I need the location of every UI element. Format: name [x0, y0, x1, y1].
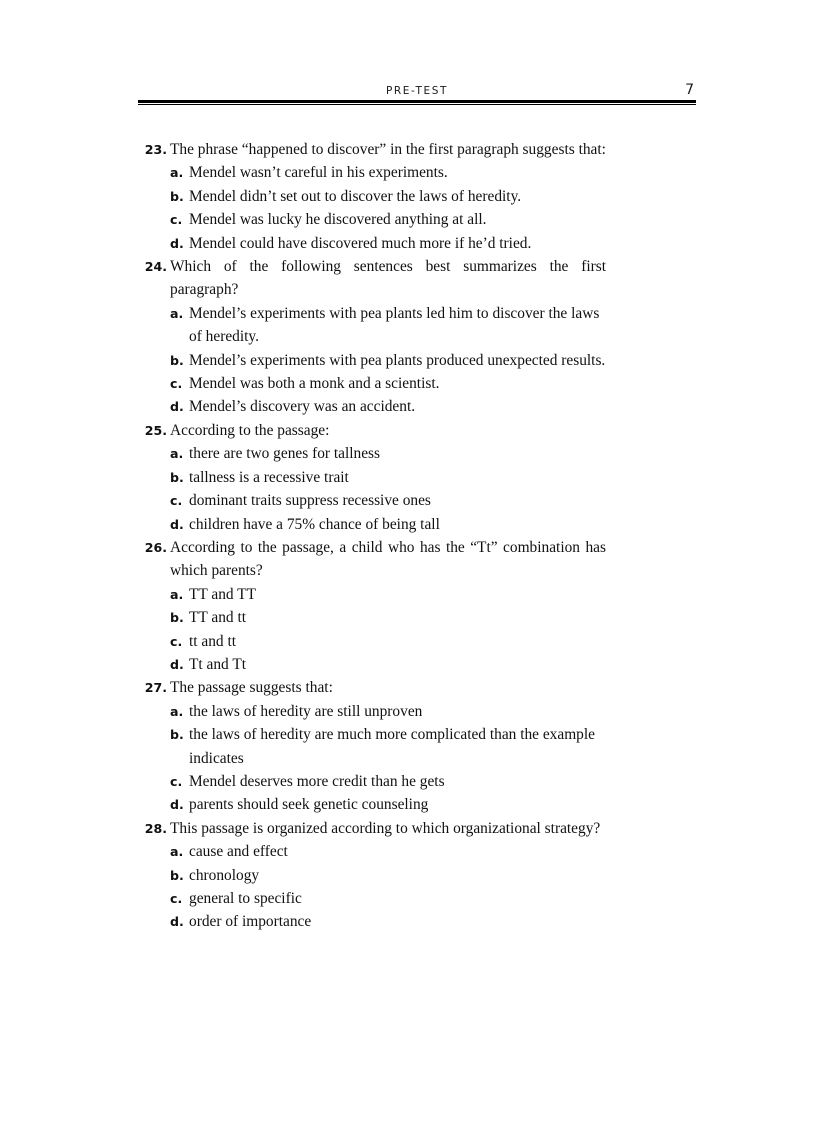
option-text: Mendel wasn’t careful in his experiments.: [189, 164, 448, 182]
option-letter: b.: [170, 727, 184, 743]
option-letter: a.: [170, 446, 184, 462]
option-text: Mendel’s discovery was an accident.: [189, 398, 416, 416]
question-text: According to the passage, a child who has the “Tt” combination has which parents?: [170, 538, 606, 580]
option-text: order of importance: [189, 913, 312, 931]
option-letter: d.: [170, 399, 184, 415]
answer-options: [170, 302, 606, 419]
question-24: [136, 255, 606, 419]
header-rule-thin: [138, 104, 696, 105]
answer-option: [170, 372, 606, 395]
option-text: the laws of heredity are still unproven: [189, 702, 423, 720]
answer-options: [170, 583, 606, 677]
question-number: 23.: [144, 142, 167, 157]
header-rule: [138, 100, 696, 103]
option-text: there are two genes for tallness: [189, 445, 381, 463]
option-letter: c.: [170, 376, 183, 392]
option-letter: c.: [170, 891, 183, 906]
answer-options: [170, 840, 606, 934]
answer-option: [170, 349, 606, 372]
option-letter: d.: [170, 656, 184, 672]
option-text: Mendel’s experiments with pea plants led him to discover the laws of heredity.: [189, 304, 600, 346]
answer-options: [170, 442, 606, 536]
option-letter: b.: [170, 188, 184, 204]
question-27: [136, 676, 606, 816]
option-text: Tt and Tt: [189, 655, 246, 673]
option-letter: c.: [170, 493, 183, 509]
answer-option: [170, 208, 606, 231]
answer-option: [170, 630, 606, 653]
option-text: parents should seek genetic counseling: [189, 796, 429, 814]
option-text: Mendel was lucky he discovered anything at all.: [189, 211, 487, 229]
option-text: Mendel was both a monk and a scientist.: [189, 375, 440, 393]
answer-option: [170, 606, 606, 629]
option-text: TT and TT: [189, 585, 256, 603]
question-28: [136, 817, 606, 934]
question-number: 25.: [144, 422, 167, 438]
answer-option: [170, 466, 606, 489]
option-letter: c.: [170, 633, 183, 649]
answer-option: [170, 395, 606, 418]
question-26: [136, 536, 606, 676]
answer-option: [170, 302, 606, 349]
option-letter: d.: [170, 516, 184, 532]
answer-option: [170, 840, 606, 863]
option-text: tallness is a recessive trait: [189, 468, 349, 486]
option-text: general to specific: [189, 890, 302, 907]
page-number: 7: [685, 82, 694, 98]
answer-option: [170, 723, 606, 770]
answer-option: [170, 887, 606, 910]
page-header: [138, 82, 696, 106]
question-number: 28.: [144, 820, 167, 836]
option-letter: a.: [170, 703, 184, 719]
question-text: According to the passage:: [170, 421, 330, 439]
option-letter: d.: [170, 235, 184, 251]
option-letter: a.: [170, 165, 184, 181]
option-letter: b.: [170, 469, 184, 485]
option-text: Mendel could have discovered much more if he’d tried.: [189, 234, 532, 252]
answer-options: [170, 700, 606, 817]
answer-options: [170, 161, 606, 255]
option-text: cause and effect: [189, 843, 288, 861]
option-letter: c.: [170, 212, 183, 228]
answer-option: [170, 489, 606, 512]
question-number: 24.: [144, 259, 167, 275]
option-text: children have a 75% chance of being tall: [189, 515, 440, 533]
question-23: [136, 138, 606, 255]
option-text: Mendel didn’t set out to discover the laws of heredity.: [189, 187, 522, 205]
question-number: 27.: [144, 680, 167, 696]
option-text: Mendel deserves more credit than he gets: [189, 772, 445, 790]
option-letter: a.: [170, 305, 184, 321]
option-letter: c.: [170, 773, 183, 789]
question-text: The passage suggests that:: [170, 679, 333, 697]
answer-option: [170, 700, 606, 723]
option-letter: b.: [170, 610, 184, 626]
option-text: dominant traits suppress recessive ones: [189, 492, 431, 510]
question-number: 26.: [144, 539, 167, 555]
answer-option: [170, 232, 606, 255]
question-text: Which of the following sentences best summarizes the first paragraph?: [170, 258, 606, 299]
option-text: chronology: [189, 866, 260, 884]
answer-option: [170, 583, 606, 606]
answer-option: [170, 793, 606, 816]
answer-option: [170, 770, 606, 793]
answer-option: [170, 513, 606, 536]
question-text: This passage is organized according to which organizational strategy?: [170, 819, 601, 837]
option-text: tt and tt: [189, 632, 237, 650]
running-title: PRE-TEST: [385, 85, 448, 97]
question-text: The phrase “happened to discover” in the first paragraph suggests that:: [170, 141, 606, 158]
option-letter: a.: [170, 586, 184, 602]
question-25: [136, 419, 606, 536]
answer-option: [170, 442, 606, 465]
answer-option: [170, 653, 606, 676]
option-letter: b.: [170, 867, 184, 883]
option-text: the laws of heredity are much more complicated than the example indicates: [189, 726, 595, 767]
option-letter: b.: [170, 352, 184, 368]
answer-option: [170, 910, 606, 933]
answer-option: [170, 161, 606, 184]
question-list: [136, 138, 606, 934]
option-letter: d.: [170, 797, 184, 813]
answer-option: [170, 864, 606, 887]
answer-option: [170, 185, 606, 208]
option-text: Mendel’s experiments with pea plants produced unexpected results.: [189, 351, 606, 369]
option-text: TT and tt: [189, 609, 246, 627]
option-letter: d.: [170, 914, 184, 930]
option-letter: a.: [170, 844, 184, 860]
